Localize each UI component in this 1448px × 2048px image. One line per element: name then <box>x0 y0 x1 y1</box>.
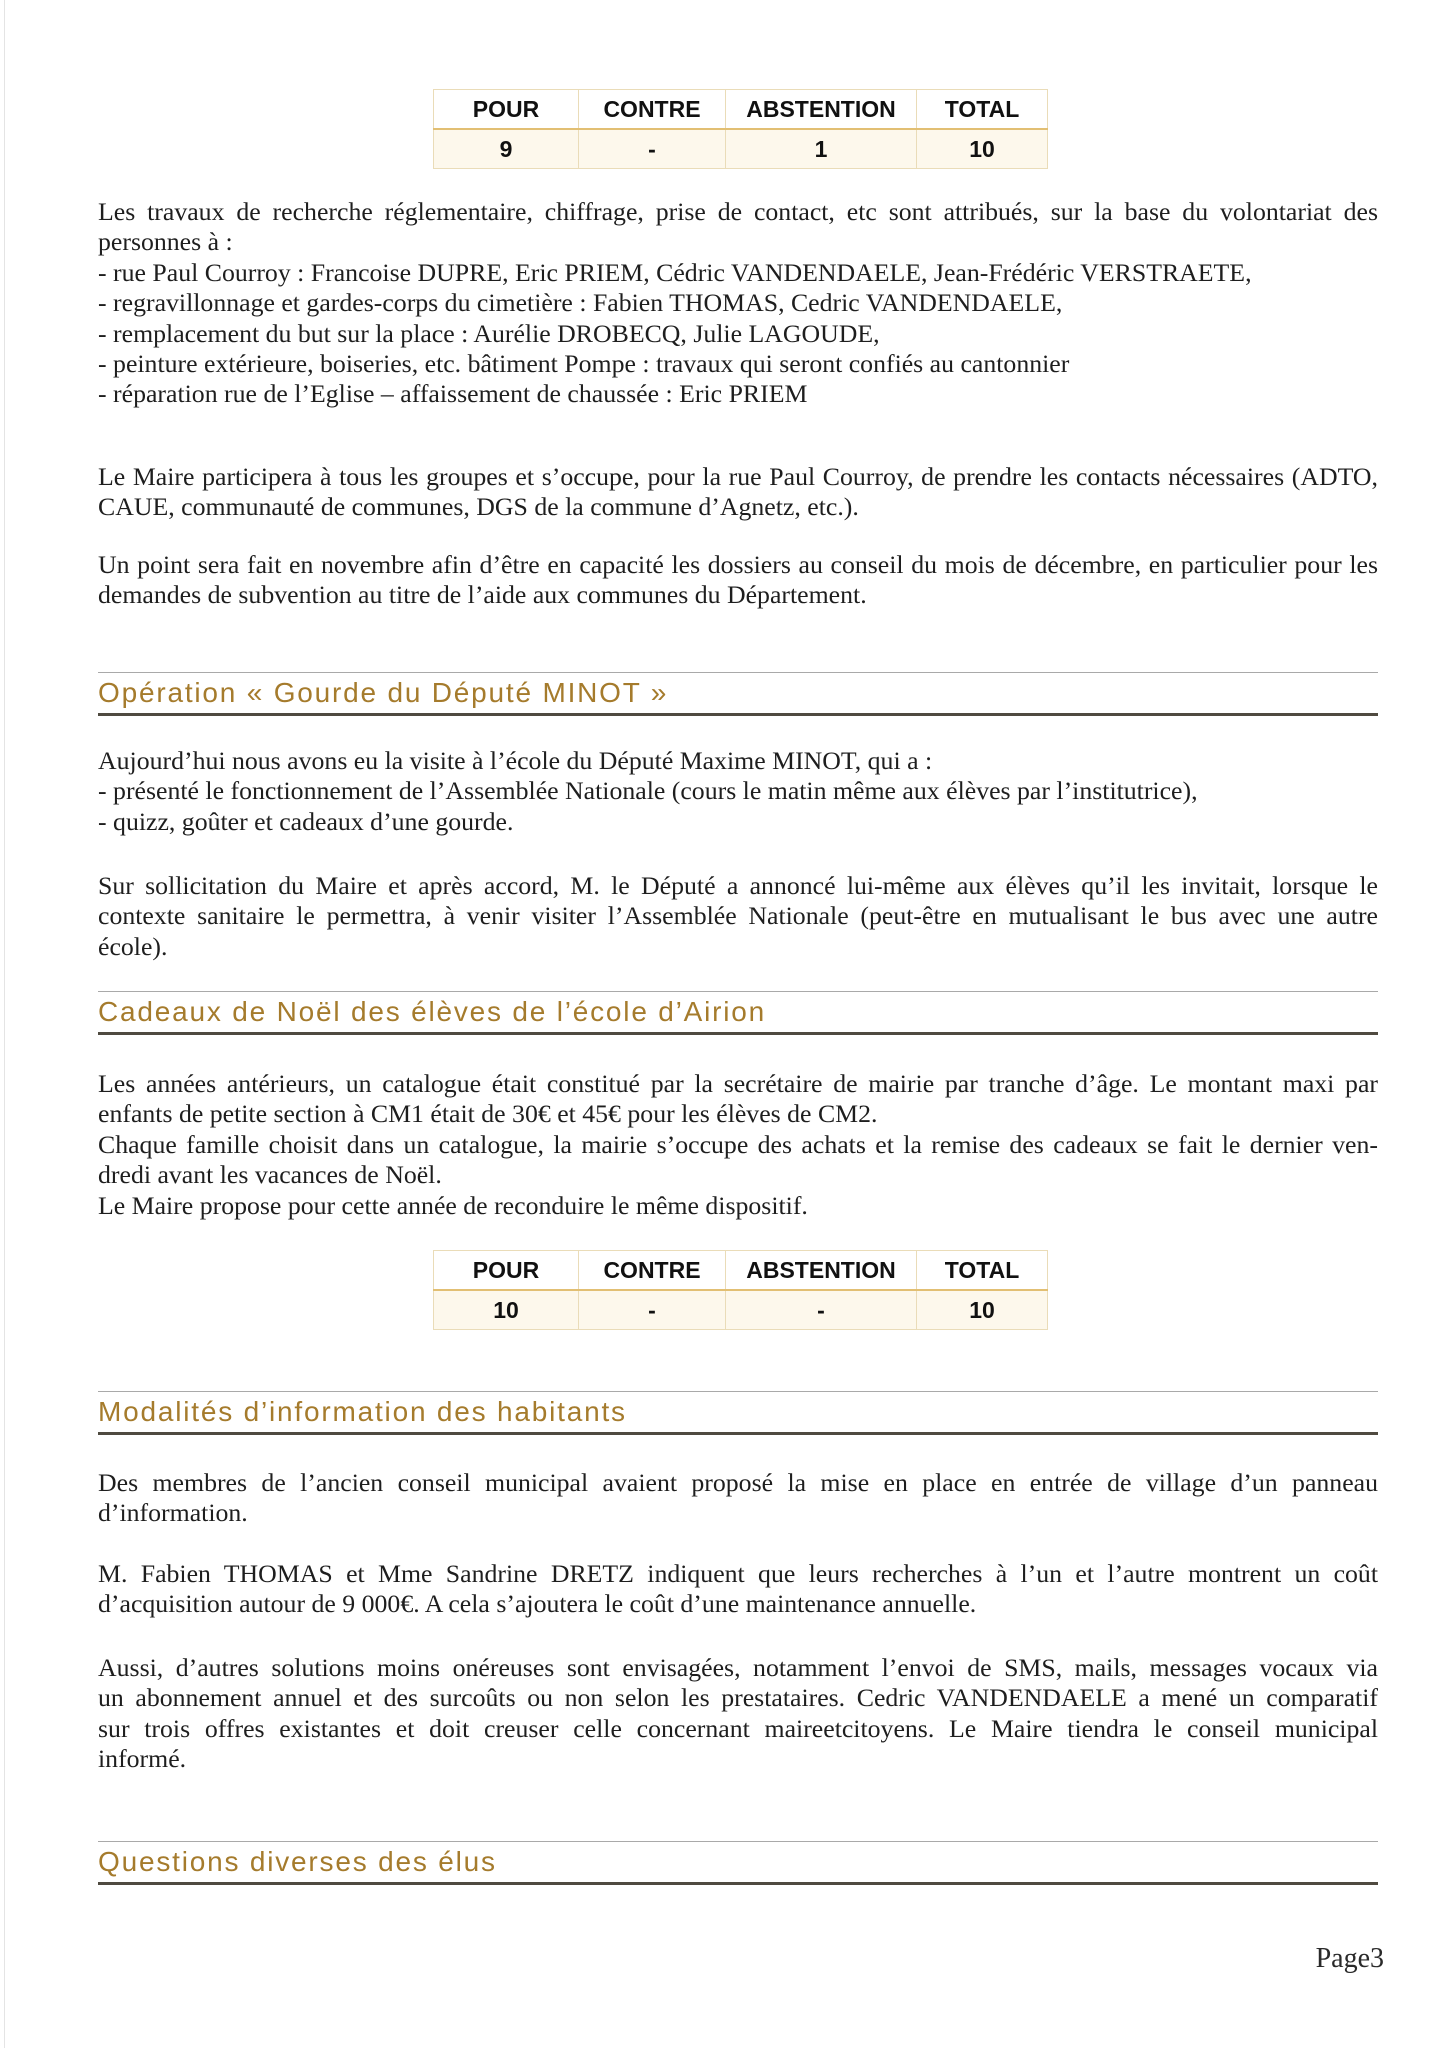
paragraph-catalogue <box>98 1069 1378 1221</box>
section-heading-questions <box>98 1841 1378 1885</box>
scan-edge <box>4 0 5 2048</box>
text-line: Un point sera fait en novembre afin d’être en capacité les dossiers au conseil du mois de décembre, en particulier pour les <box>98 550 1378 579</box>
text-line: sur trois offres existantes et doit creuser celle concernant maireetcitoyens. Le Maire tiendra le conseil municipal <box>98 1713 1378 1743</box>
section-title: Opération « Gourde du Député MINOT » <box>98 677 669 708</box>
vote-header-pour: POUR <box>434 90 579 130</box>
text-line: Aujourd’hui nous avons eu la visite à l’école du Député Maxime MINOT, qui a : <box>98 746 933 775</box>
list-item: - rue Paul Courroy : Francoise DUPRE, Eric PRIEM, Cédric VANDENDAELE, Jean-Frédéric VERSTRAETE, <box>98 257 1252 287</box>
vote-table <box>433 1250 1048 1330</box>
section-heading-modalites <box>98 1391 1378 1435</box>
text-line: demandes de subvention au titre de l’aide aux communes du Département. <box>98 580 867 610</box>
paragraph-panneau <box>98 1468 1378 1529</box>
text-line: Les travaux de recherche réglementaire, chiffrage, prise de contact, etc sont attribués, sur la base du volontariat des <box>98 197 1378 226</box>
list-item: - réparation rue de l’Eglise – affaissement de chaussée : Eric PRIEM <box>98 379 808 409</box>
vote-header-row <box>434 1251 1048 1291</box>
list-item: - peinture extérieure, boiseries, etc. bâtiment Pompe : travaux qui seront confiés au cantonnier <box>98 348 1070 378</box>
vote-value-total: 10 <box>917 129 1048 169</box>
vote-value-abstention: - <box>726 1290 917 1330</box>
vote-header-pour: POUR <box>434 1251 579 1291</box>
vote-header-contre: CONTRE <box>579 90 726 130</box>
section-title: Cadeaux de Noël des élèves de l’école d’Airion <box>98 996 767 1027</box>
section-title: Modalités d’information des habitants <box>98 1396 627 1427</box>
paragraph-invitation-assemblee <box>98 871 1378 962</box>
text-line: Chaque famille choisit dans un catalogue, la mairie s’occupe des achats et la remise des cadeaux se fait le dernier ven- <box>98 1129 1378 1159</box>
text-line: Sur sollicitation du Maire et après accord, M. le Député a annoncé lui-même aux élèves qu’il les invitait, lorsque le <box>98 871 1378 900</box>
vote-values-row <box>434 1290 1048 1330</box>
text-line: informé. <box>98 1744 187 1774</box>
text-line: contexte sanitaire le permettra, à venir visiter l’Assemblée Nationale (peut-être en mutualisant le bus avec une autre <box>98 901 1378 931</box>
text-line: d’information. <box>98 1498 248 1528</box>
vote-value-pour: 9 <box>434 129 579 169</box>
text-line: un abonnement annuel et des surcoûts ou non selon les prestataires. Cedric VANDENDAELE a mené un comparatif <box>98 1683 1378 1713</box>
text-line: dredi avant les vacances de Noël. <box>98 1160 442 1190</box>
list-item: - présenté le fonctionnement de l’Assemblée Nationale (cours le matin même aux élèves par l’institutrice), <box>98 776 1198 806</box>
text-line: d’acquisition autour de 9 000€. A cela s’ajoutera le coût d’une maintenance annuelle. <box>98 1589 977 1619</box>
list-item: - quizz, goûter et cadeaux d’une gourde. <box>98 806 514 836</box>
list-item: - regravillonnage et gardes-corps du cimetière : Fabien THOMAS, Cedric VANDENDAELE, <box>98 288 1063 318</box>
text-line: M. Fabien THOMAS et Mme Sandrine DRETZ indiquent que leurs recherches à l’un et l’autre montrent un coût <box>98 1559 1378 1588</box>
vote-header-contre: CONTRE <box>579 1251 726 1291</box>
text-line: Le Maire propose pour cette année de reconduire le même dispositif. <box>98 1190 808 1220</box>
text-line: école). <box>98 931 168 961</box>
text-line: enfants de petite section à CM1 était de 30€ et 45€ pour les élèves de CM2. <box>98 1099 878 1129</box>
paragraph-cout <box>98 1559 1378 1620</box>
vote-table <box>433 89 1048 169</box>
list-item: - remplacement du but sur la place : Aurélie DROBECQ, Julie LAGOUDE, <box>98 318 880 348</box>
vote-value-total: 10 <box>917 1290 1048 1330</box>
vote-header-row <box>434 90 1048 130</box>
text-line: Aussi, d’autres solutions moins onéreuses sont envisagées, notamment l’envoi de SMS, mails, messages vocaux via <box>98 1653 1378 1682</box>
text-line: CAUE, communauté de communes, DGS de la commune d’Agnetz, etc.). <box>98 492 859 522</box>
vote-value-contre: - <box>579 129 726 169</box>
vote-value-pour: 10 <box>434 1290 579 1330</box>
page-number: Page3 <box>1315 1943 1384 1974</box>
section-heading-gourde <box>98 672 1378 716</box>
paragraph-maire-contacts <box>98 462 1378 523</box>
vote-value-contre: - <box>579 1290 726 1330</box>
text-line: personnes à : <box>98 227 233 257</box>
vote-header-abstention: ABSTENTION <box>726 1251 917 1291</box>
paragraph-work-assignments <box>98 197 1378 410</box>
vote-values-row <box>434 129 1048 169</box>
vote-value-abstention: 1 <box>726 129 917 169</box>
text-line: Des membres de l’ancien conseil municipal avaient proposé la mise en place en entrée de village d’un panneau <box>98 1468 1378 1497</box>
paragraph-point-novembre <box>98 550 1378 611</box>
text-line: Les années antérieurs, un catalogue était constitué par la secrétaire de mairie par tranche d’âge. Le montant maxi par <box>98 1069 1378 1098</box>
text-line: Le Maire participera à tous les groupes et s’occupe, pour la rue Paul Courroy, de prendre les contacts nécessaires (ADTO, <box>98 462 1378 491</box>
vote-header-total: TOTAL <box>917 90 1048 130</box>
paragraph-visite-depute <box>98 746 1378 837</box>
vote-header-total: TOTAL <box>917 1251 1048 1291</box>
paragraph-autres-solutions <box>98 1653 1378 1775</box>
vote-header-abstention: ABSTENTION <box>726 90 917 130</box>
section-heading-cadeaux-noel <box>98 991 1378 1035</box>
section-title: Questions diverses des élus <box>98 1846 497 1877</box>
